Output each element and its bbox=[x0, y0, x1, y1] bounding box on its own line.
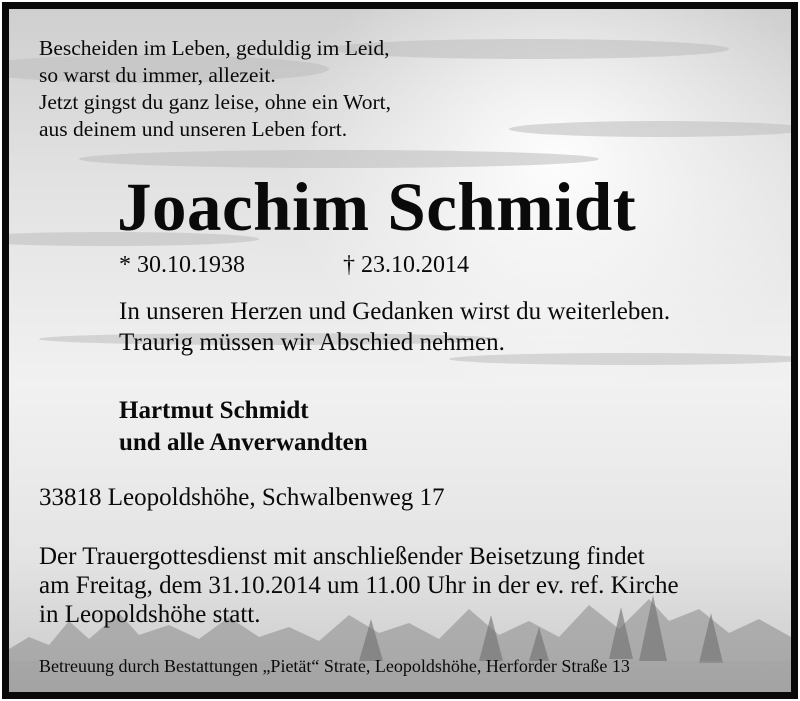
deceased-name: Joachim Schmidt bbox=[117, 169, 637, 245]
mourner-line: Hartmut Schmidt bbox=[119, 397, 309, 424]
funeral-home-credit: Betreuung durch Bestattungen „Pietät“ Strate, Leopoldshöhe, Herforder Straße 13 bbox=[39, 656, 630, 676]
family-address: 33818 Leopoldshöhe, Schwalbenweg 17 bbox=[39, 484, 445, 511]
service-line: am Freitag, dem 31.10.2014 um 11.00 Uhr in der ev. ref. Kirche bbox=[39, 572, 679, 599]
obituary-content bbox=[9, 9, 791, 692]
verse-line: Bescheiden im Leben, geduldig im Leid, bbox=[39, 36, 390, 60]
mourners bbox=[119, 395, 368, 459]
memorial-verse bbox=[39, 35, 391, 143]
farewell-message bbox=[119, 296, 670, 358]
message-line: In unseren Herzen und Gedanken wirst du weiterleben. bbox=[119, 298, 671, 325]
mourner-line: und alle Anverwandten bbox=[119, 429, 368, 456]
verse-line: aus deinem und unseren Leben fort. bbox=[39, 117, 348, 141]
message-line: Traurig müssen wir Abschied nehmen. bbox=[119, 329, 505, 356]
verse-line: so warst du immer, allezeit. bbox=[39, 63, 276, 87]
death-date: † 23.10.2014 bbox=[343, 252, 469, 278]
verse-line: Jetzt gingst du ganz leise, ohne ein Wort, bbox=[39, 90, 391, 114]
service-line: in Leopoldshöhe statt. bbox=[39, 601, 261, 628]
service-line: Der Trauergottesdienst mit anschließender Beisetzung findet bbox=[39, 543, 645, 570]
funeral-service-info bbox=[39, 542, 679, 629]
birth-date: * 30.10.1938 bbox=[119, 252, 245, 278]
obituary-frame bbox=[2, 2, 798, 699]
